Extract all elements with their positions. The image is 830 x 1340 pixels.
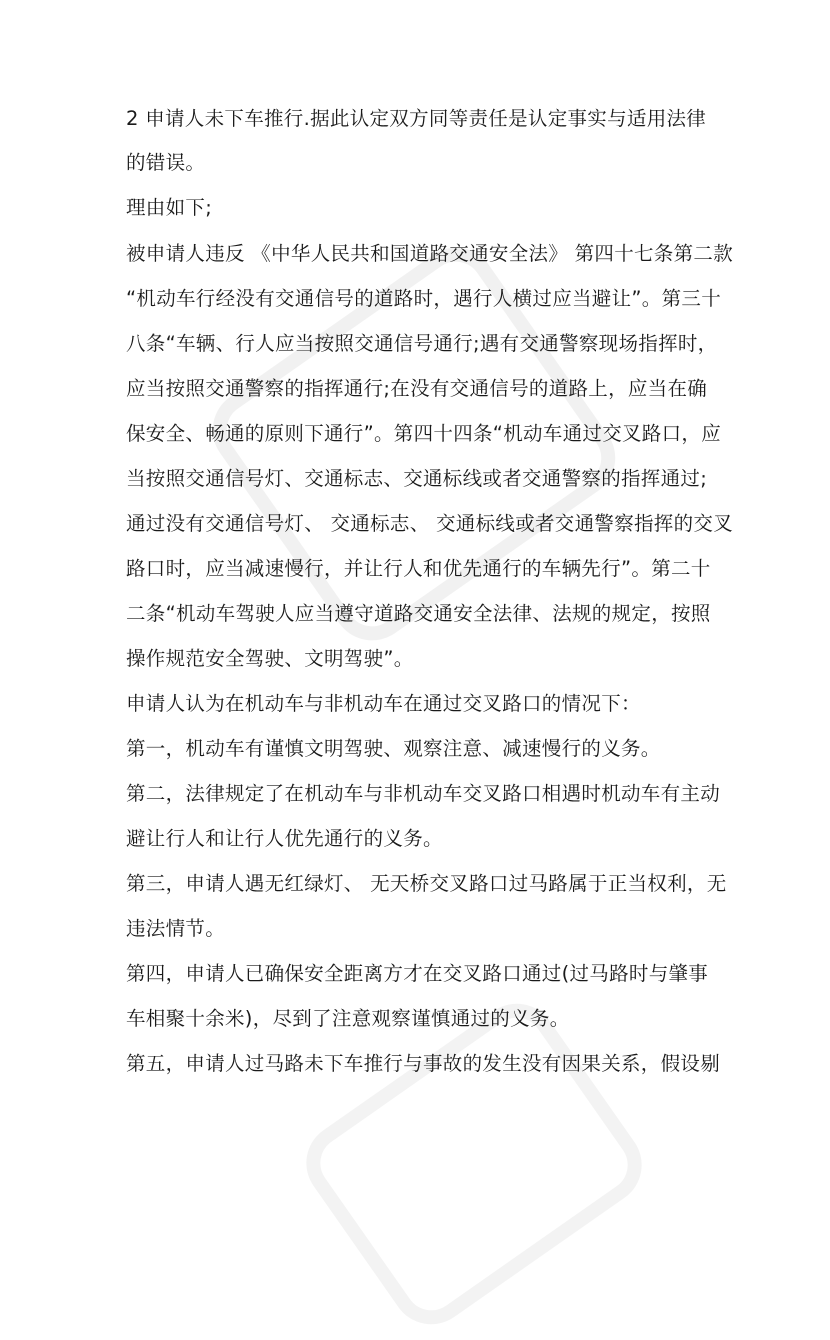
text-line: 八条“车辆、行人应当按照交通信号通行;遇有交通警察现场指挥时，: [126, 332, 718, 355]
text-line: 的错误。: [126, 151, 206, 174]
text-line: 申请人认为在机动车与非机动车在通过交叉路口的情况下：: [126, 692, 641, 715]
text-line: “机动车行经没有交通信号的道路时，遇行人横过应当避让”。第三十: [126, 287, 722, 310]
text-line: 车相聚十余米)，尽到了注意观察谨慎通过的义务。: [126, 1007, 570, 1030]
text-line: 被申请人违反 《中华人民共和国道路交通安全法》 第四十七条第二款: [126, 242, 733, 265]
text-line: 2 申请人未下车推行.据此认定双方同等责任是认定事实与适用法律: [126, 107, 707, 130]
text-line: 第一，机动车有谨慎文明驾驶、观察注意、减速慢行的义务。: [126, 737, 661, 760]
text-line: 路口时，应当减速慢行，并让行人和优先通行的车辆先行”。第二十: [126, 557, 711, 580]
text-line: 保安全、畅通的原则下通行”。第四十四条“机动车通过交叉路口，应: [126, 422, 722, 445]
text-line: 当按照交通信号灯、交通标志、交通标线或者交通警察的指挥通过;: [126, 467, 708, 490]
text-line: 第三，申请人遇无红绿灯、 无天桥交叉路口过马路属于正当权利，无: [126, 872, 727, 895]
text-line: 第五，申请人过马路未下车推行与事故的发生没有因果关系，假设剔: [126, 1052, 721, 1075]
text-line: 二条“机动车驾驶人应当遵守道路交通安全法律、法规的规定，按照: [126, 602, 711, 625]
text-line: 违法情节。: [126, 917, 226, 940]
text-line: 理由如下;: [126, 196, 213, 219]
text-line: 避让行人和让行人优先通行的义务。: [126, 827, 443, 850]
text-line: 应当按照交通警察的指挥通行;在没有交通信号的道路上，应当在确: [126, 377, 708, 400]
text-line: 第四，申请人已确保安全距离方才在交叉路口通过(过马路时与肇事: [126, 962, 709, 985]
text-line: 第二，法律规定了在机动车与非机动车交叉路口相遇时机动车有主动: [126, 782, 721, 805]
watermark-icon: [291, 988, 658, 1340]
text-line: 通过没有交通信号灯、 交通标志、 交通标线或者交通警察指挥的交叉: [126, 512, 733, 535]
text-line: 操作规范安全驾驶、文明驾驶”。: [126, 647, 414, 670]
